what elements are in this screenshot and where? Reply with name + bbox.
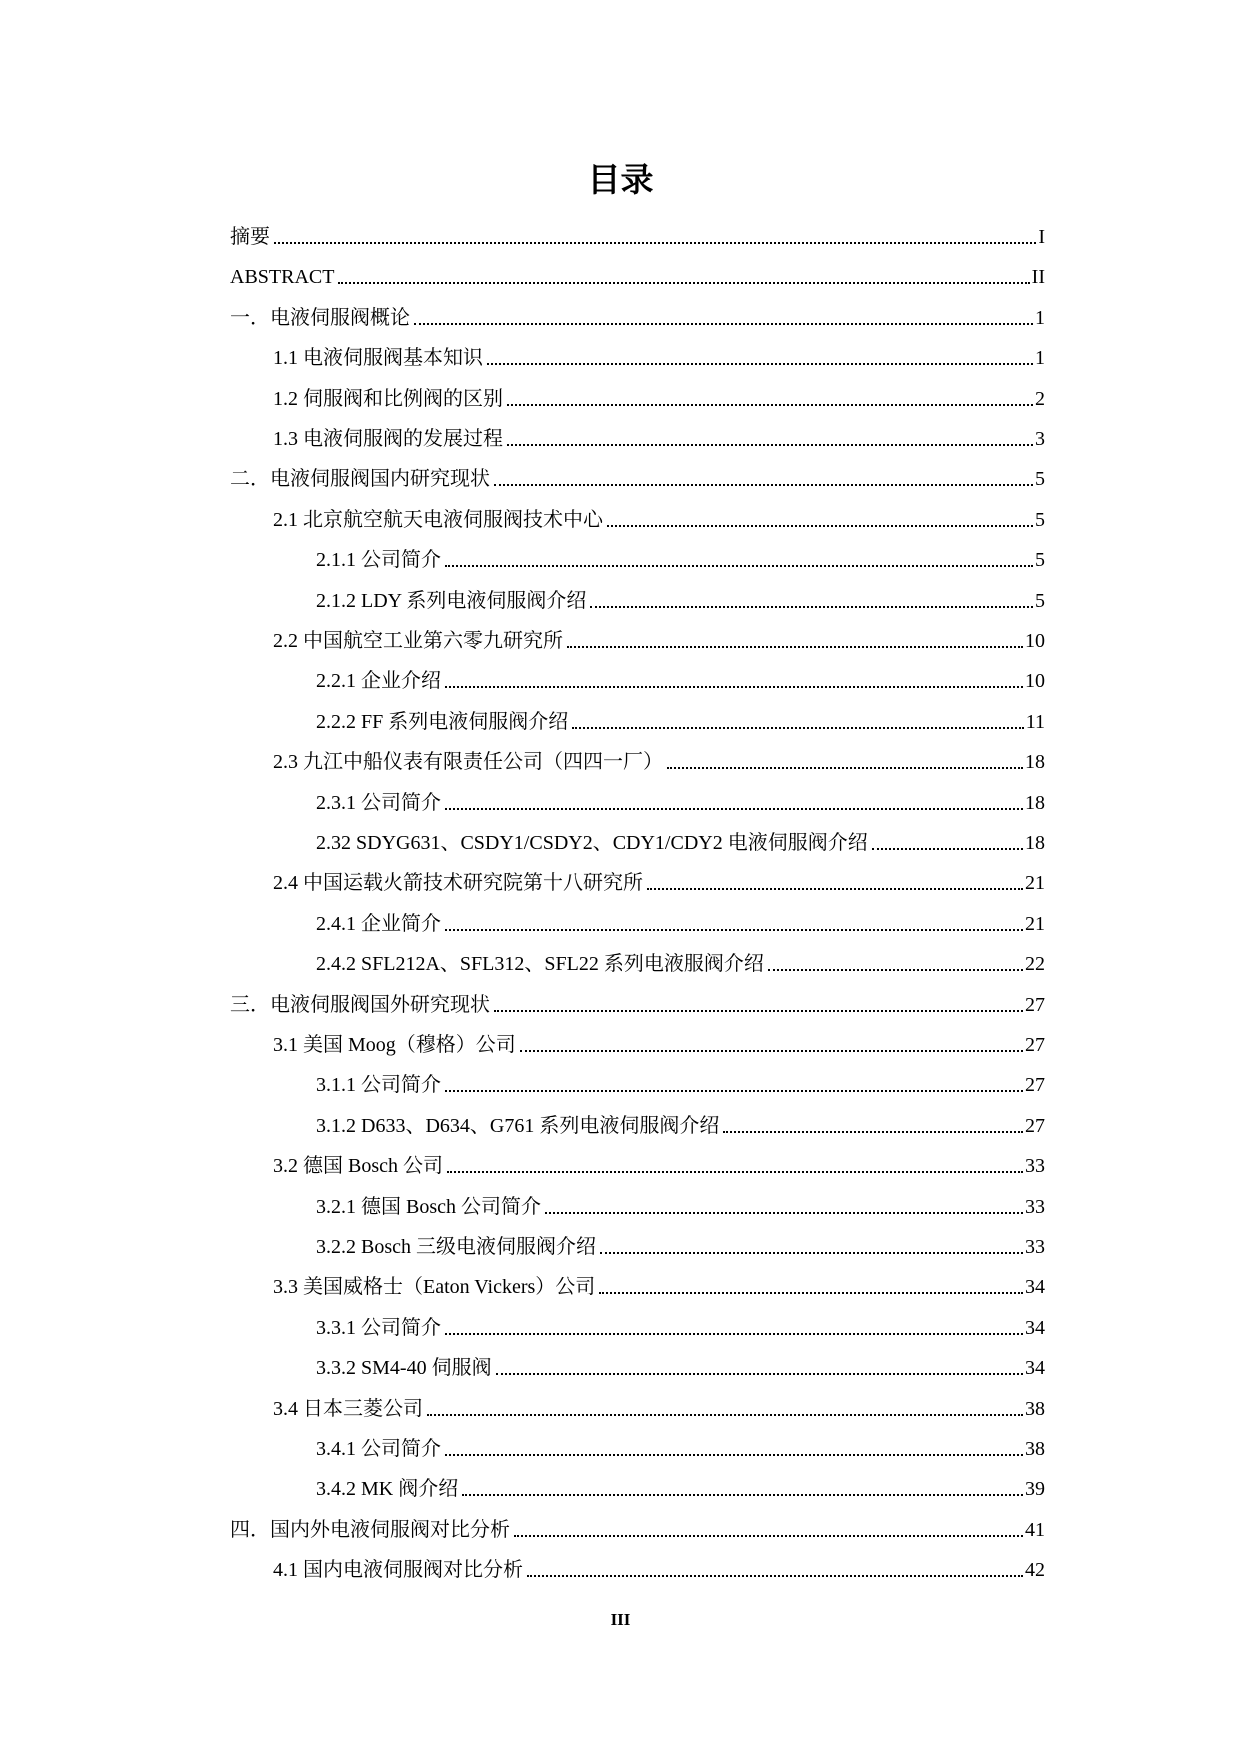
toc-entry-page: 22 [1025,953,1045,976]
toc-dot-leader [445,1090,1023,1092]
toc-entry-label: 2.2.2 FF 系列电液伺服阀介绍 [316,710,569,733]
toc-dot-leader [590,606,1033,608]
toc-entry-page: 5 [1035,468,1045,491]
toc-entry-page: 34 [1025,1316,1045,1339]
toc-dot-leader [507,404,1033,406]
toc-entry-page: II [1031,266,1045,289]
toc-entry-label: 2.2.1 企业介绍 [316,670,441,693]
toc-entry-page: 38 [1025,1438,1045,1460]
toc-entry-label: 3.2 德国 Bosch 公司 [273,1155,443,1178]
toc-entry[interactable] [273,1028,1045,1058]
toc-dot-leader [520,1050,1023,1052]
toc-entry[interactable] [316,1230,1045,1260]
toc-dot-leader [507,444,1033,446]
toc-entry-page: 27 [1025,1034,1045,1056]
toc-dot-leader [445,1333,1023,1335]
toc-entry-page: 11 [1025,710,1045,733]
toc-entry-page: 10 [1025,630,1045,652]
toc-entry[interactable] [273,866,1045,896]
toc-entry-label: 2.2 中国航空工业第六零九研究所 [273,630,563,652]
toc-entry-label: 3.3.2 SM4-40 伺服阀 [316,1357,492,1380]
toc-entry[interactable] [273,745,1045,775]
toc-entry-label: 四．国内外电液伺服阀对比分析 [230,1518,510,1541]
toc-entry[interactable] [273,341,1045,371]
toc-entry[interactable] [316,664,1045,694]
toc-dot-leader [462,1494,1023,1496]
toc-entry[interactable] [316,1351,1045,1381]
toc-entry[interactable] [273,1392,1045,1422]
toc-dot-leader [647,888,1023,890]
toc-entry-label: 3.2.2 Bosch 三级电液伺服阀介绍 [316,1236,596,1258]
toc-entry-page: 18 [1025,832,1045,854]
toc-entry[interactable] [230,260,1045,290]
toc-entry-page: 10 [1025,670,1045,693]
toc-entry[interactable] [316,705,1045,735]
toc-entry-page: 18 [1025,751,1045,774]
toc-entry[interactable] [316,1311,1045,1341]
toc-dot-leader [545,1212,1023,1214]
toc-entry-label: 三．电液伺服阀国外研究现状 [230,993,490,1016]
toc-dot-leader [607,525,1033,527]
toc-entry-label: 3.3.1 公司简介 [316,1316,441,1339]
toc-entry-page: 1 [1035,306,1045,329]
toc-entry[interactable] [316,826,1045,856]
toc-dot-leader [599,1292,1023,1294]
toc-entry[interactable] [273,1149,1045,1179]
toc-dot-leader [274,242,1036,244]
toc-entry-page: 38 [1025,1397,1045,1420]
toc-entry-page: 18 [1025,791,1045,814]
toc-entry[interactable] [230,301,1045,331]
toc-entry[interactable] [316,1472,1045,1502]
toc-entry-page: 41 [1025,1518,1045,1541]
toc-entry-label: 3.2.1 德国 Bosch 公司简介 [316,1195,541,1218]
toc-dot-leader [445,565,1033,567]
toc-entry[interactable] [230,220,1045,250]
toc-entry-label: 2.1.2 LDY 系列电液伺服阀介绍 [316,589,587,612]
toc-dot-leader [667,767,1023,769]
toc-entry-label: 摘要 [230,226,270,248]
toc-dot-leader [414,323,1033,325]
toc-entry[interactable] [316,584,1045,614]
toc-entry-page: 5 [1035,549,1045,572]
page-number-footer: III [610,1610,631,1629]
toc-dot-leader [514,1535,1023,1537]
toc-entry-page: 21 [1025,872,1045,895]
toc-entry-label: 2.1 北京航空航天电液伺服阀技术中心 [273,508,603,531]
toc-entry-label: 2.3.1 公司简介 [316,791,441,814]
toc-entry-label: 2.4 中国运载火箭技术研究院第十八研究所 [273,872,643,895]
toc-entry-label: 3.4 日本三菱公司 [273,1397,423,1420]
toc-entry-page: 34 [1025,1357,1045,1380]
toc-dot-leader [723,1131,1023,1133]
toc-entry[interactable] [316,1190,1045,1220]
toc-dot-leader [496,1373,1023,1375]
toc-entry-label: 1.1 电液伺服阀基本知识 [273,347,483,370]
toc-entry[interactable] [316,543,1045,573]
toc-entry[interactable] [273,422,1045,452]
toc-entry-label: 4.1 国内电液伺服阀对比分析 [273,1559,523,1582]
toc-entry-page: 39 [1025,1478,1045,1501]
toc-entry-page: 27 [1025,993,1045,1016]
toc-entry-page: 21 [1025,912,1045,935]
toc-dot-leader [600,1252,1023,1254]
toc-entry[interactable] [230,1513,1045,1543]
toc-entry-page: 5 [1035,589,1045,612]
page-title: 目录 [587,160,654,199]
toc-entry-page: 1 [1035,347,1045,370]
toc-entry[interactable] [230,462,1045,492]
toc-entry[interactable] [273,382,1045,412]
toc-entry-label: 3.1.2 D633、D634、G761 系列电液伺服阀介绍 [316,1114,720,1137]
toc-entry-page: 34 [1025,1276,1045,1299]
toc-entry-label: 2.4.2 SFL212A、SFL312、SFL22 系列电液服阀介绍 [316,953,764,976]
toc-entry-page: 33 [1025,1195,1045,1218]
toc-entry-label: 3.4.1 公司简介 [316,1438,441,1460]
toc-entry[interactable] [273,503,1045,533]
toc-entry-page: 3 [1035,428,1045,450]
toc-entry[interactable] [316,1068,1045,1098]
toc-dot-leader [494,1010,1023,1012]
toc-entry-page: 33 [1025,1236,1045,1258]
toc-entry-label: 3.1.1 公司简介 [316,1074,441,1097]
toc-entry-label: 2.4.1 企业简介 [316,912,441,935]
toc-entry-label: 2.3 九江中船仪表有限责任公司（四四一厂） [273,751,663,774]
toc-dot-leader [338,282,1029,284]
toc-entry-page: I [1038,226,1045,248]
toc-dot-leader [567,646,1023,648]
toc-entry-label: 3.3 美国威格士（Eaton Vickers）公司 [273,1276,596,1299]
toc-dot-leader [447,1171,1023,1173]
toc-entry-page: 5 [1035,508,1045,531]
toc-entry-page: 33 [1025,1155,1045,1178]
toc-entry-label: 1.3 电液伺服阀的发展过程 [273,428,503,450]
toc-entry[interactable] [316,1432,1045,1462]
toc-entry[interactable] [316,786,1045,816]
toc-entry-label: 1.2 伺服阀和比例阀的区别 [273,387,503,410]
toc-entry[interactable] [316,947,1045,977]
toc-entry-page: 27 [1025,1114,1045,1137]
toc-entry-page: 2 [1035,387,1045,410]
toc-dot-leader [768,969,1023,971]
toc-dot-leader [572,727,1023,729]
toc-dot-leader [445,686,1023,688]
toc-dot-leader [445,808,1023,810]
toc-entry-label: 2.1.1 公司简介 [316,549,441,572]
toc-entry[interactable] [273,624,1045,654]
toc-entry[interactable] [273,1270,1045,1300]
toc-entry-page: 27 [1025,1074,1045,1097]
toc-dot-leader [445,929,1023,931]
toc-entry-label: 2.32 SDYG631、CSDY1/CSDY2、CDY1/CDY2 电液伺服阀介绍 [316,832,868,854]
toc-entry[interactable] [316,1109,1045,1139]
toc-entry[interactable] [316,907,1045,937]
toc-dot-leader [494,484,1033,486]
toc-entry[interactable] [273,1553,1045,1583]
toc-entry-page: 42 [1025,1559,1045,1582]
toc-dot-leader [872,848,1023,850]
toc-entry-label: 3.1 美国 Moog（穆格）公司 [273,1034,516,1056]
toc-dot-leader [527,1575,1023,1577]
toc-entry-label: ABSTRACT [230,266,335,289]
toc-entry-label: 二．电液伺服阀国内研究现状 [230,468,490,491]
toc-dot-leader [487,363,1033,365]
toc-entry-label: 3.4.2 MK 阀介绍 [316,1478,459,1501]
toc-entry-label: 一．电液伺服阀概论 [230,306,410,329]
toc-entry[interactable] [230,988,1045,1018]
toc-dot-leader [445,1454,1023,1456]
toc-dot-leader [427,1414,1023,1416]
